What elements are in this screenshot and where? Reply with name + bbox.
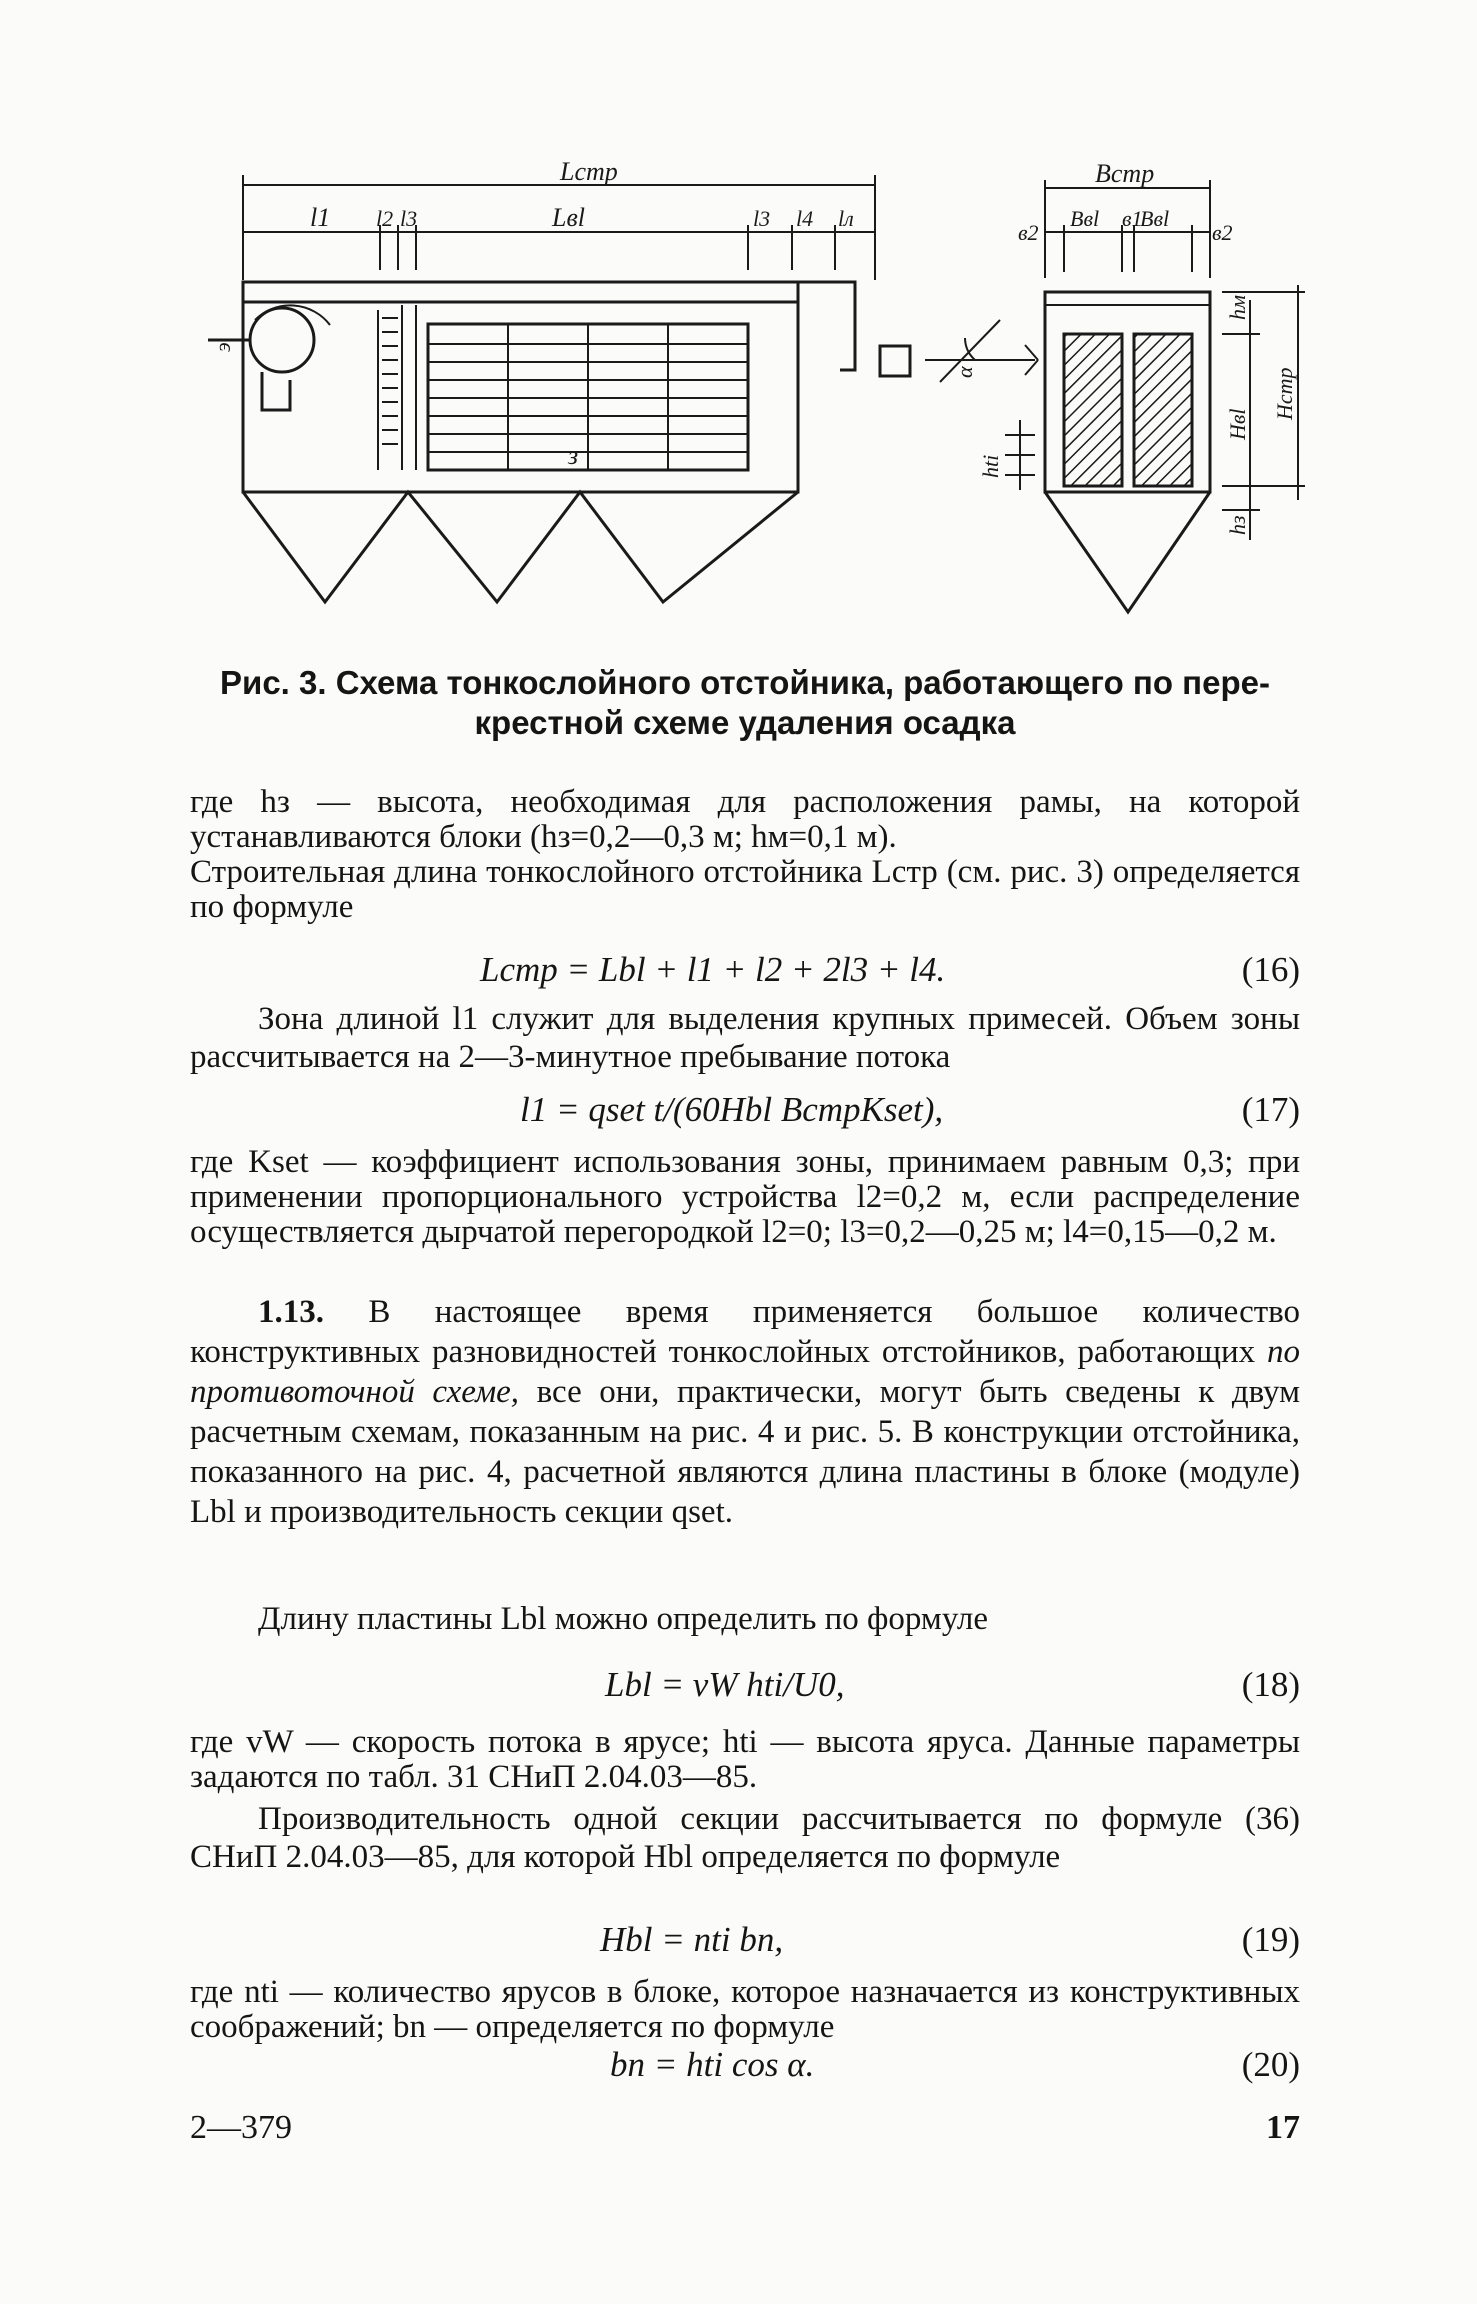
label-alpha: α — [952, 366, 977, 378]
paragraph-7-text: где vW — скорость потока в ярусе; hti — высота яруса. Данные параметры задаются по табл. 31 СНиП 2.04.03—85. — [190, 1724, 1300, 1795]
paragraph-8 — [190, 1800, 1300, 1876]
paragraph-3 — [190, 1000, 1300, 1076]
label-inlet: э — [210, 342, 235, 352]
paragraph-2-text: Строительная длина тонкослойного отстойника Lстр (см. рис. 3) определяется по формуле — [190, 854, 1300, 925]
caption-line-2: крестной схеме удаления осадка — [474, 704, 1016, 741]
formula-16 — [190, 945, 1300, 995]
page-number: 17 — [1266, 2109, 1300, 2146]
label-h-ti: hti — [978, 454, 1003, 478]
label-l-bl: Lвl — [552, 203, 585, 232]
label-b1: в1 — [1122, 206, 1143, 231]
label-section-mark: з — [568, 441, 579, 470]
formula-16-expression: Lстр = Lbl + l1 + l2 + 2l3 + l4. — [480, 950, 946, 989]
paragraph-5 — [190, 1292, 1300, 1532]
formula-20-number: (20) — [1241, 2045, 1300, 2084]
formula-17-expression: l1 = qset t/(60Hbl BстрKset), — [520, 1090, 944, 1129]
formula-18-number: (18) — [1241, 1665, 1300, 1704]
label-l3-left: l3 — [400, 206, 418, 231]
section-number: 1.13. — [258, 1294, 324, 1330]
formula-19-number: (19) — [1241, 1920, 1300, 1959]
formula-19-expression: Hbl = nti bn, — [600, 1920, 784, 1959]
label-b2-left: в2 — [1018, 220, 1039, 245]
label-l1: l1 — [310, 203, 331, 232]
formula-19 — [190, 1915, 1300, 1965]
label-b-bl-left: Ввl — [1070, 206, 1100, 231]
paragraph-5-emphasis: по противоточной схеме, — [190, 1334, 1300, 1410]
paragraph-6-text: Длину пластины Lbl можно определить по формуле — [258, 1601, 988, 1637]
paragraph-8-text: Производительность одной секции рассчитывается по формуле (36) СНиП 2.04.03—85, для которой Hbl определяется по формуле — [190, 1801, 1300, 1875]
paragraph-4-text: где Kset — коэффициент использования зоны, принимаем равным 0,3; при применении пропорционального устройства l2=0,2 м, если распределение осуществляется дырчатой перегородкой l2=0; l3=0,2—0,25 м; l4=0,15—0,2 м. — [190, 1144, 1300, 1250]
formula-20 — [190, 2040, 1300, 2090]
label-l4: l4 — [796, 206, 814, 231]
label-l2: l2 — [376, 206, 394, 231]
formula-18-expression: Lbl = vW hti/U0, — [605, 1665, 845, 1704]
footer-signature: 2—379 — [190, 2109, 292, 2146]
paragraph-3-text: Зона длиной l1 служит для выделения крупных примесей. Объем зоны рассчитывается на 2—3-минутное пребывание потока — [190, 1001, 1300, 1075]
side-view — [208, 175, 910, 602]
label-h-m: hм — [1225, 294, 1250, 320]
formula-20-expression: bn = hti cos α. — [610, 2045, 815, 2084]
paragraph-7 — [190, 1725, 1300, 1795]
paragraph-1-text: где hз — высота, необходимая для расположения рамы, на которой устанавливаются блоки (hз=0,2—0,3 м; hм=0,1 м). — [190, 784, 1300, 855]
label-h-bl: Hвl — [1225, 408, 1250, 440]
label-b-str: Встр — [1095, 159, 1155, 188]
formula-17 — [190, 1085, 1300, 1135]
caption-line-1: Рис. 3. Схема тонкослойного отстойника, работающего по пере- — [220, 664, 1270, 701]
formula-18 — [190, 1660, 1300, 1710]
paragraph-4 — [190, 1145, 1300, 1250]
paragraph-1 — [190, 785, 1300, 925]
paragraph-6 — [190, 1600, 1300, 1638]
figure-caption — [190, 663, 1300, 743]
label-l3-right: l3 — [753, 206, 771, 231]
label-l-str: Lстр — [560, 157, 618, 186]
paragraph-5-part-1: В настоящее время применяется большое количество конструктивных разновидностей тонкослойных отстойников, работающих — [190, 1294, 1300, 1370]
paragraph-9 — [190, 1975, 1300, 2045]
label-h-str: Hстр — [1272, 367, 1297, 420]
paragraph-9-text: где nti — количество ярусов в блоке, которое назначается из конструктивных соображений; bn — определяется по формуле — [190, 1974, 1300, 2045]
formula-16-number: (16) — [1241, 950, 1300, 989]
label-b2-right: в2 — [1212, 220, 1233, 245]
paragraph-5-part-2: все они, практически, могут быть сведены к двум расчетным схемам, показанным на рис. 4 и рис. 5. В конструкции отстойника, показанного на рис. 4, расчетной являются длина пластины в блоке (модуле) Lbl и производительность секции qset. — [190, 1374, 1301, 1530]
cross-section — [925, 180, 1305, 612]
label-b-bl-right: Ввl — [1140, 206, 1170, 231]
formula-17-number: (17) — [1241, 1090, 1300, 1129]
label-h-z: hз — [1225, 515, 1250, 535]
label-l-l: lл — [838, 206, 854, 231]
figure-settler-scheme — [0, 0, 1477, 640]
